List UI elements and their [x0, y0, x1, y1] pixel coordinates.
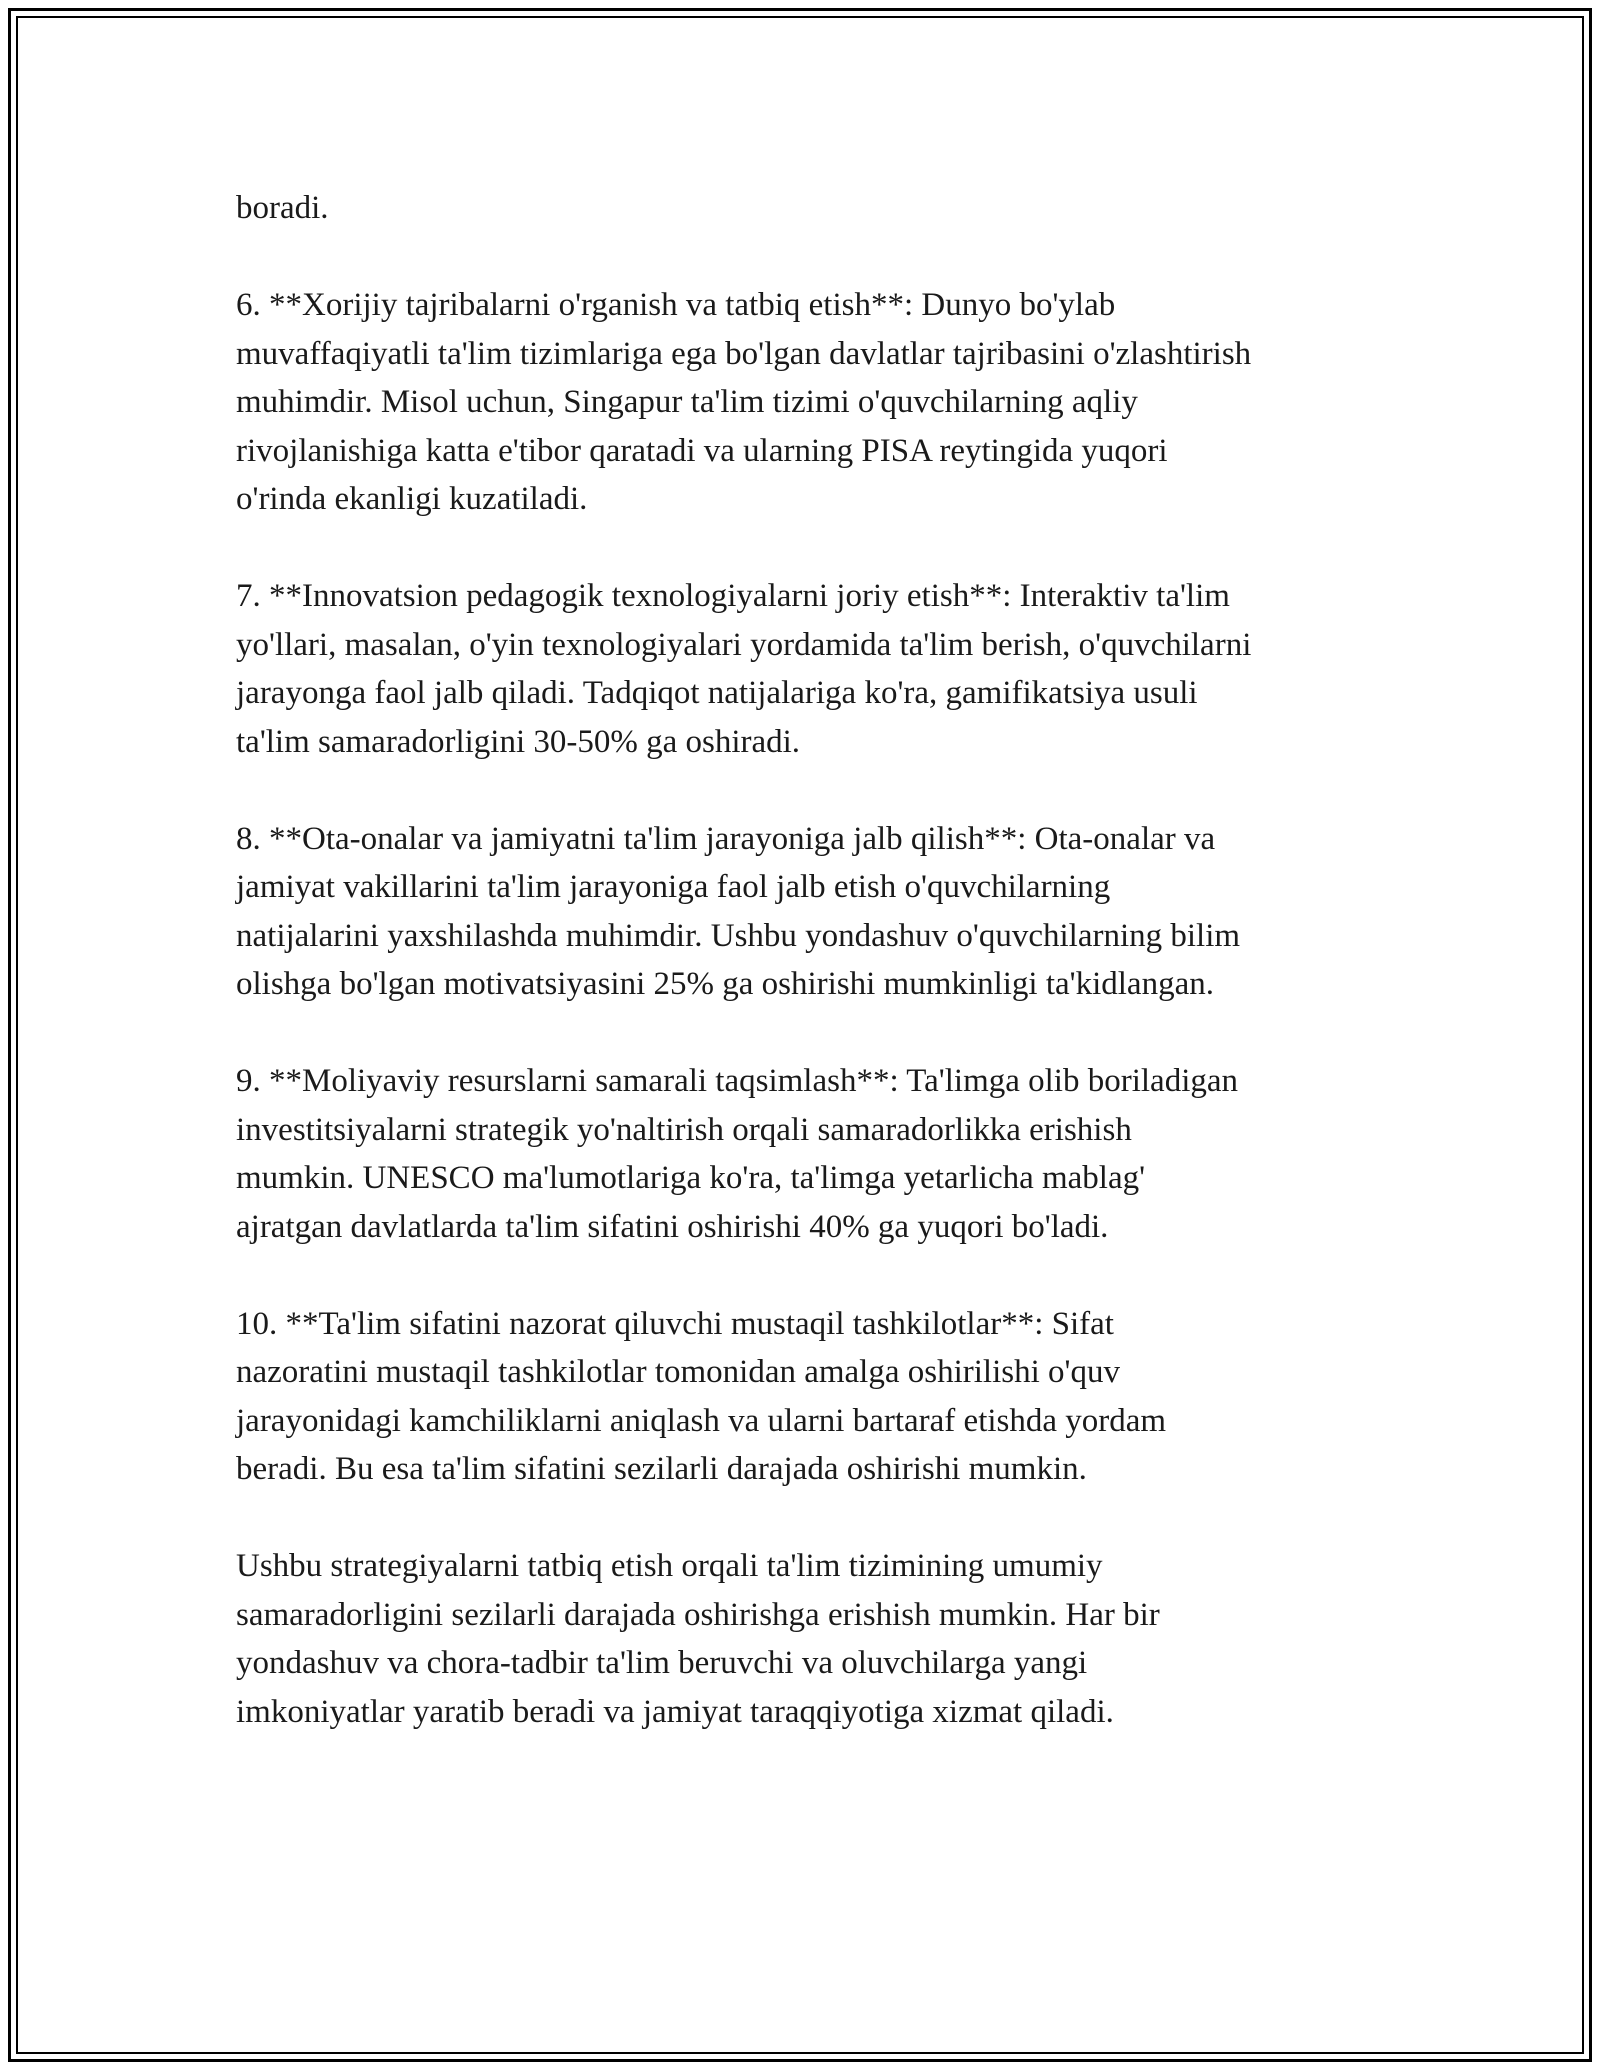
- paragraph-continuation: boradi.: [236, 190, 329, 226]
- paragraph-item-6: 6. **Xorijiy tajribalarni o'rganish va tatbiq etish**: Dunyo bo'ylab muvaffaqiyatli ta'lim tizimlariga ega bo'lgan davlatlar tajribasini o'zlashtirish muhimdir. Misol uchun, Singapur ta'lim tizimi o'quvchilarning aqliy rivojlanishiga katta e'tibor qaratadi va ularning PISA reytingida yuqori o'rinda ekanligi kuzatiladi.: [236, 287, 1252, 517]
- paragraph-item-10: 10. **Ta'lim sifatini nazorat qiluvchi mustaqil tashkilotlar**: Sifat nazoratini mustaqil tashkilotlar tomonidan amalga oshirilishi o'quv jarayonidagi kamchiliklarni aniqlash va ularni bartaraf etishda yordam beradi. Bu esa ta'lim sifatini sezilarli darajada oshirishi mumkin.: [236, 1305, 1167, 1487]
- paragraph-item-9: 9. **Moliyaviy resurslarni samarali taqsimlash**: Ta'limga olib boriladigan investitsiyalarni strategik yo'naltirish orqali samaradorlikka erishish mumkin. UNESCO ma'lumotlariga ko'ra, ta'limga yetarlicha mablag' ajratgan davlatlarda ta'lim sifatini oshirishi 40% ga yuqori bo'ladi.: [236, 1063, 1239, 1245]
- paragraph-item-7: 7. **Innovatsion pedagogik texnologiyalarni joriy etish**: Interaktiv ta'lim yo'llari, masalan, o'yin texnologiyalari yordamida ta'lim berish, o'quvchilarni jarayonga faol jalb qiladi. Tadqiqot natijalariga ko'ra, gamifikatsiya usuli ta'lim samaradorligini 30-50% ga oshiradi.: [236, 578, 1252, 760]
- paragraph-item-8: 8. **Ota-onalar va jamiyatni ta'lim jarayoniga jalb qilish**: Ota-onalar va jamiyat vakillarini ta'lim jarayoniga faol jalb etish o'quvchilarning natijalarini yaxshilashda muhimdir. Ushbu yondashuv o'quvchilarning bilim olishga bo'lgan motivatsiyasini 25% ga oshirishi mumkinligi ta'kidlangan.: [236, 820, 1241, 1002]
- document-body: [236, 184, 1376, 1785]
- paragraph-conclusion: Ushbu strategiyalarni tatbiq etish orqali ta'lim tizimining umumiy samaradorligini sezilarli darajada oshirishga erishish mumkin. Har bir yondashuv va chora-tadbir ta'lim beruvchi va oluvchilarga yangi imkoniyatlar yaratib beradi va jamiyat taraqqiyotiga xizmat qiladi.: [236, 1548, 1160, 1730]
